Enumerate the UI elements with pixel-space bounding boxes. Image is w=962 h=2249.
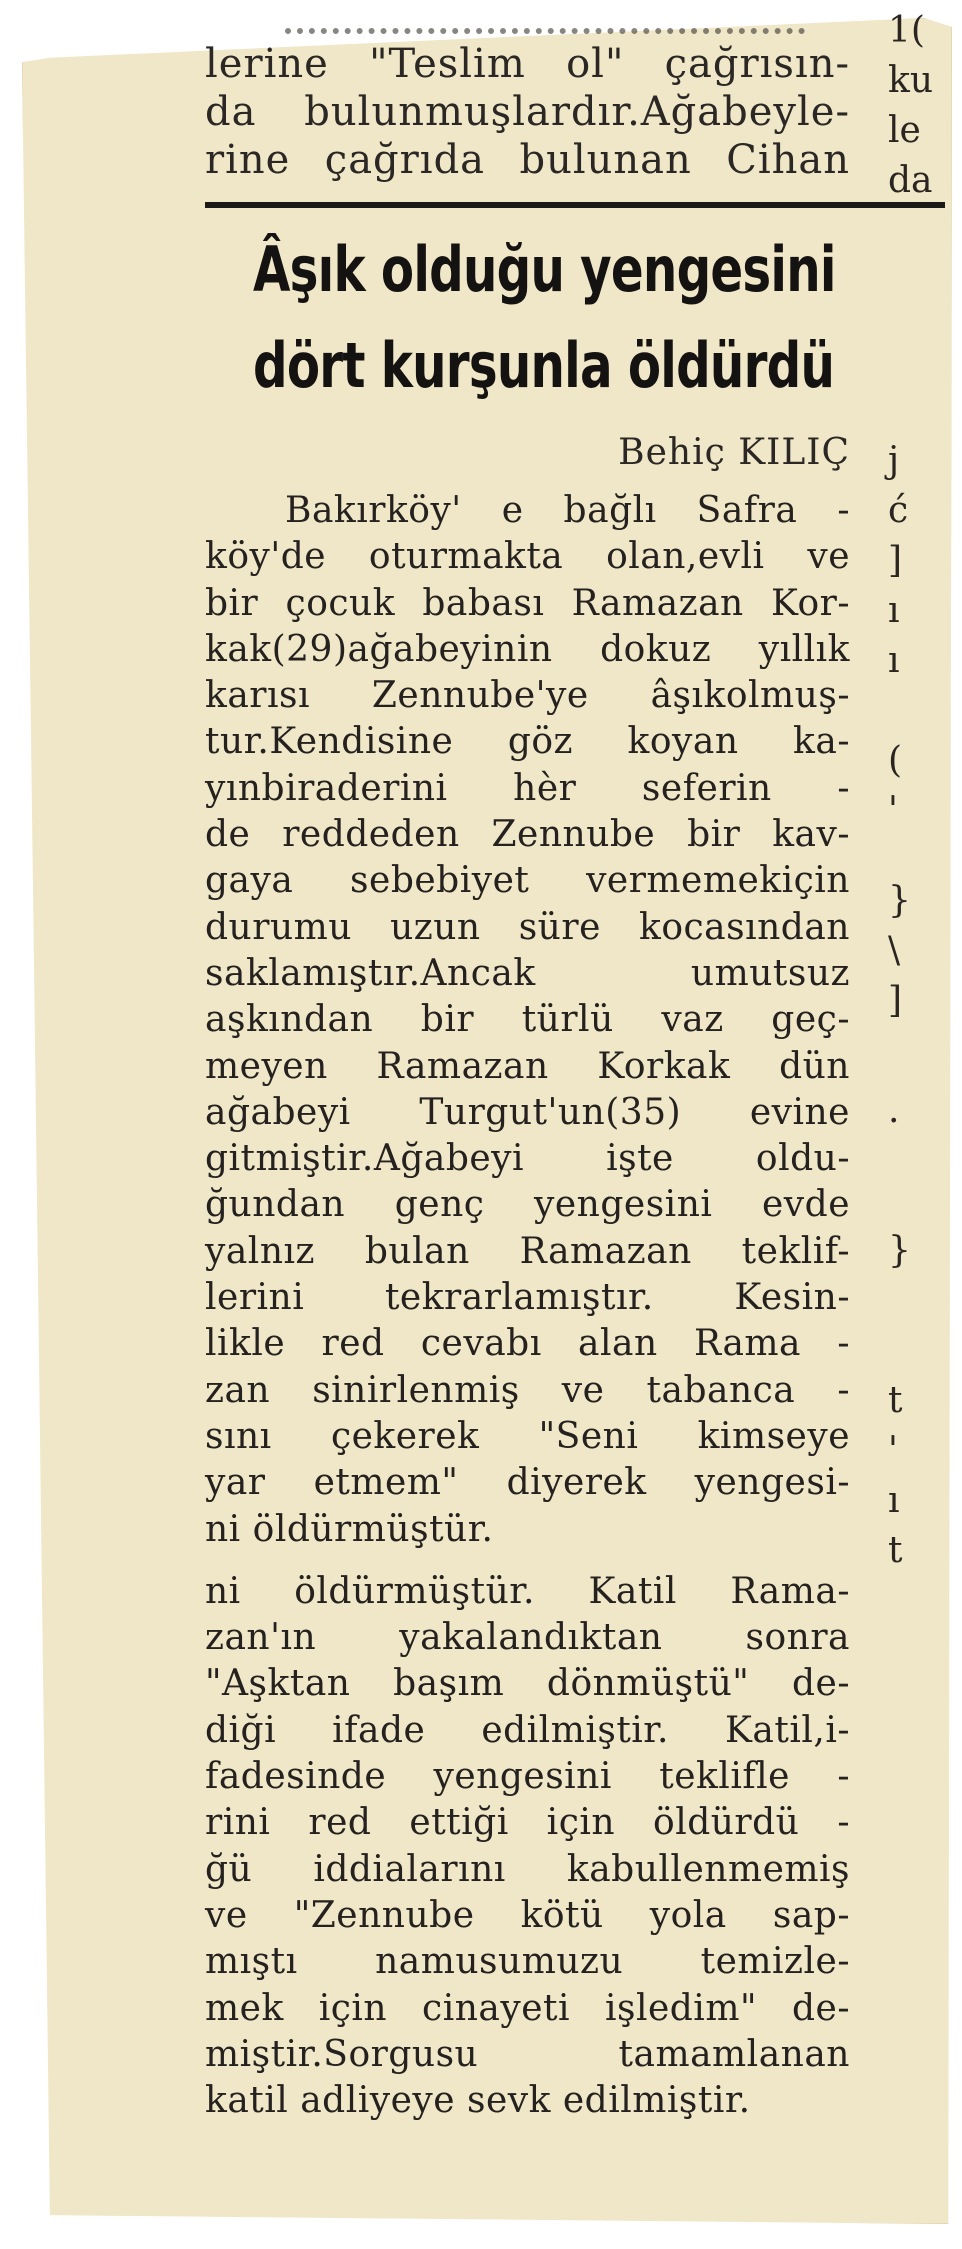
adjacent-column-fragment — [882, 0, 962, 2249]
body-line: aşkından bir türlü vaz geç- — [205, 999, 850, 1041]
body-line: ni öldürmüştür. Katil Rama- — [205, 1570, 850, 1612]
body-line: mek için cinayeti işledim" de- — [205, 1987, 850, 2029]
fragment-line: da bulunmuşlardır.Ağabeyle- — [205, 89, 850, 135]
body-line: kak(29)ağabeyinin dokuz yıllık — [205, 628, 850, 670]
body-line: sını çekerek "Seni kimseye — [205, 1415, 850, 1457]
adjacent-fragment-glyph: ' — [888, 1430, 898, 1471]
article-headline — [253, 222, 836, 414]
body-line: ğundan genç yengesini evde — [205, 1184, 850, 1226]
body-line: gaya sebebiyet vermemekiçin — [205, 860, 850, 902]
adjacent-fragment-glyph: . — [888, 1090, 900, 1131]
adjacent-fragment-glyph: ı — [888, 640, 900, 681]
article-byline: Behiç KILIÇ — [618, 432, 850, 473]
body-line: zan sinirlenmiş ve tabanca - — [205, 1369, 850, 1411]
body-line: fadesinde yengesini teklifle - — [205, 1756, 850, 1798]
body-line: yalnız bulan Ramazan teklif- — [205, 1230, 850, 1272]
adjacent-fragment-glyph: } — [888, 1230, 911, 1271]
body-line: Bakırköy' e bağlı Safra - — [285, 490, 850, 531]
body-line: ve "Zennube kötü yola sap- — [205, 1894, 850, 1936]
section-divider-rule — [205, 202, 945, 208]
body-line: "Aşktan başım dönmüştü" de- — [205, 1663, 850, 1705]
adjacent-fragment-glyph: ] — [888, 540, 903, 581]
fragment-line: lerine "Teslim ol" çağrısın- — [205, 41, 850, 87]
body-line: lerini tekrarlamıştır. Kesin- — [205, 1277, 850, 1319]
adjacent-fragment-glyph: \ — [888, 930, 901, 971]
headline-line-2: dört kurşunla öldürdü — [253, 329, 835, 402]
adjacent-fragment-glyph: t — [888, 1530, 903, 1571]
body-line: yar etmem" diyerek yengesi- — [205, 1462, 850, 1504]
article-column — [205, 0, 850, 2249]
body-line: miştir.Sorgusu tamamlanan — [205, 2033, 850, 2075]
headline-line-1: Âşık olduğu yengesini — [253, 233, 836, 306]
adjacent-fragment-glyph: } — [888, 880, 911, 921]
body-line: yınbiraderini hèr seferin - — [205, 767, 850, 809]
body-line: durumu uzun süre kocasından — [205, 906, 850, 948]
body-line: katil adliyeye sevk edilmiştir. — [205, 2080, 751, 2122]
adjacent-fragment-glyph: ' — [888, 790, 898, 831]
body-line: ğü iddialarını kabullenmemiş — [205, 1848, 850, 1890]
body-line: rini red ettiği için öldürdü - — [205, 1802, 850, 1844]
cropped-line-remnant — [285, 18, 805, 34]
adjacent-fragment-glyph: ] — [888, 980, 903, 1021]
body-line: karısı Zennube'ye âşıkolmuş- — [205, 675, 850, 717]
body-line: ni öldürmüştür. — [205, 1508, 494, 1550]
adjacent-fragment-glyph: j — [888, 440, 900, 481]
article-body — [205, 488, 850, 2124]
body-line: ağabeyi Turgut'un(35) evine — [205, 1091, 850, 1133]
body-line: mıştı namusumuzu temizle- — [205, 1941, 850, 1983]
adjacent-fragment-glyph: 1( — [888, 10, 925, 51]
fragment-line: rine çağrıda bulunan Cihan — [205, 137, 850, 183]
body-line: de reddeden Zennube bir kav- — [205, 814, 850, 856]
body-line: meyen Ramazan Korkak dün — [205, 1045, 850, 1087]
adjacent-fragment-glyph: ı — [888, 590, 900, 631]
body-line: bir çocuk babası Ramazan Kor- — [205, 582, 850, 624]
adjacent-fragment-glyph: t — [888, 1380, 903, 1421]
adjacent-fragment-glyph: da — [888, 160, 933, 201]
adjacent-fragment-glyph: le — [888, 110, 921, 151]
body-line: diği ifade edilmiştir. Katil,i- — [205, 1709, 850, 1751]
adjacent-fragment-glyph: ( — [888, 740, 903, 781]
body-line: saklamıştır.Ancak umutsuz — [205, 952, 850, 994]
body-line: gitmiştir.Ağabeyi işte oldu- — [205, 1138, 850, 1180]
adjacent-fragment-glyph: ı — [888, 1480, 900, 1521]
body-line: likle red cevabı alan Rama - — [205, 1323, 850, 1365]
body-line: zan'ın yakalandıktan sonra — [205, 1617, 850, 1659]
body-line: tur.Kendisine göz koyan ka- — [205, 721, 850, 763]
adjacent-fragment-glyph: ku — [888, 60, 933, 101]
previous-article-fragment — [205, 18, 850, 184]
body-line: köy'de oturmakta olan,evli ve — [205, 536, 850, 578]
adjacent-fragment-glyph: ć — [888, 490, 909, 531]
